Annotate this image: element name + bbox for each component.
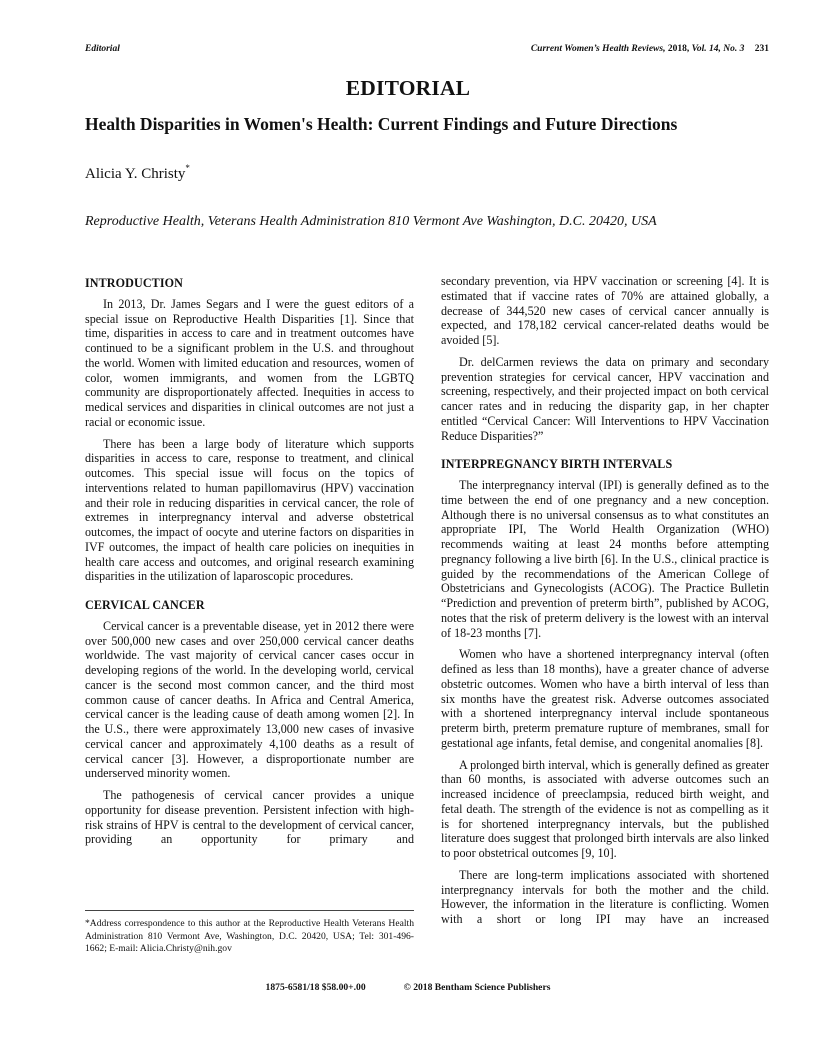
page-number: 231 (754, 44, 769, 54)
paragraph: A prolonged birth interval, which is generally defined as greater than 60 months, is associated with adverse outcomes such an increased incidence of preeclampsia, reduced birth weight, and fetal death. The strength of the evidence is not as compelling as it is for shortened interpregnancy intervals, but the published literature does suggest that prolonged birth intervals are also linked to poor obstetrical outcomes [9, 10]. (441, 757, 769, 860)
journal-name: Current Women’s Health Reviews, (530, 44, 666, 54)
paragraph: Cervical cancer is a preventable disease, yet in 2012 there were over 500,000 new cases and over 250,000 cervical cancer deaths worldwide. The vast majority of cervical cancer cases occur in developing regions of the world. In the developing world, cervical cancer is the second most common cancer, and the third most common cause of cancer deaths. In Africa and Central America, cervical cancer is the leading cause of death among women [2]. In the U.S., there were approximately 13,000 new cases of invasive cervical cancer and approximately 4,100 deaths as a result of cervical cancer [3]. However, a disproportionate number are underserved minority women. (85, 618, 414, 781)
article-type: EDITORIAL (345, 76, 471, 100)
footnote-divider (85, 910, 414, 911)
affiliation: Reproductive Health, Veterans Health Administration 810 Vermont Ave Washington, D.C. 20420, USA (85, 214, 657, 229)
page-footer (0, 982, 816, 993)
paragraph: The pathogenesis of cervical cancer provides a unique opportunity for disease prevention. Persistent infection with high-risk strains of HPV is central to the development of cervical cancer, providing an opportunity for primary and (85, 788, 414, 847)
article-title: Health Disparities in Women's Health: Current Findings and Future Directions (85, 114, 678, 134)
paragraph: There are long-term implications associated with shortened interpregnancy intervals for both the mother and the child. However, the information in the literature is conflicting. Women with a short or long IPI may have an increased (441, 867, 769, 926)
left-column (85, 276, 414, 854)
paragraph: There has been a large body of literature which supports disparities in access to care, response to treatment, and clinical outcomes. This special issue will focus on the topics of interventions related to human papillomavirus (HPV) vaccination and their role in reducing disparities in cervical cancer, the role of extremes in interpregnancy interval and adverse obstetrical outcomes, the impact of oocyte and uterine factors on disparities in IVF outcomes, the impact of health care policies on inequities in health care access and outcomes, and original research examining disparities in the utilization of laparoscopic procedures. (85, 436, 414, 584)
journal-volume: Vol. 14, No. 3 (691, 44, 745, 54)
section-label: Editorial (85, 44, 120, 54)
paragraph: The interpregnancy interval (IPI) is generally defined as to the time between the end of one pregnancy and a new conception. Although there is no universal consensus as to what constitutes an appropriate IPI, The World Health Organization (WHO) recommends waiting at least 24 months before attempting pregnancy following a live birth [6]. In the U.S., clinical practice is guided by the recommendations of the American College of Obstetricians and Gynecologists (ACOG). The Practice Bulletin “Prediction and prevention of preterm birth”, published by ACOG, notes that the risk of preterm delivery is the lowest with an interval of 18-23 months [7]. (441, 478, 769, 640)
author-name: Alicia Y. Christy (85, 166, 186, 182)
section-heading-cervical-cancer: CERVICAL CANCER (85, 598, 205, 612)
right-column (441, 274, 769, 934)
section-heading-introduction: INTRODUCTION (85, 276, 183, 290)
journal-citation (531, 44, 769, 54)
paragraph: Dr. delCarmen reviews the data on primary and secondary prevention strategies for cervical cancer, HPV vaccination and screening, respectively, and their projected impact on both cervical cancer rates and in reducing the disparity gap, in her chapter entitled “Cervical Cancer: Will Interventions to HPV Vaccination Reduce Disparities?” (441, 354, 769, 443)
journal-year: 2018, (667, 44, 690, 54)
issn-price: 1875-6581/18 $58.00+.00 (265, 982, 366, 993)
author (85, 163, 190, 183)
paragraph: In 2013, Dr. James Segars and I were the guest editors of a special issue on Reproductive Health Disparities [1]. Since that time, disparities in access to care and in treatment outcomes have continued to be a significant problem in the U.S. and throughout the world. Women with limited education and resources, women of color, women immigrants, and women from the LGBTQ community are disproportionately affected. Inequities in access to medical services and disparities in clinical outcomes are not just a racial or economic issue. (85, 296, 414, 429)
paragraph-continued: secondary prevention, via HPV vaccination or screening [4]. It is estimated that if vaccine rates of 70% are attained globally, a decrease of 344,520 new cases of cervical cancer annually is expected, and 178,182 cervical cancer-related deaths would be avoided [5]. (441, 274, 769, 347)
copyright: © 2018 Bentham Science Publishers (403, 982, 551, 993)
paragraph: Women who have a shortened interpregnancy interval (often defined as less than 18 months), have a greater chance of adverse obstetric outcomes. Women who have a birth interval of less than six months have the greatest risk. Adverse outcomes associated with a shortened interpregnancy interval include spontaneous preterm birth, preterm premature rupture of membranes, small for gestational age infants, fetal demise, and congenital anomalies [8]. (441, 647, 769, 750)
correspondence-footnote: *Address correspondence to this author at the Reproductive Health Veterans Health Administration 810 Vermont Ave, Washington, D.C. 20420, USA; Tel: 301-496-1662; E-mail: Alicia.Christy@nih.gov (85, 918, 414, 955)
running-head (85, 44, 769, 54)
author-footnote-marker: * (185, 163, 190, 173)
section-heading-interpregnancy: INTERPREGNANCY BIRTH INTERVALS (441, 457, 673, 472)
